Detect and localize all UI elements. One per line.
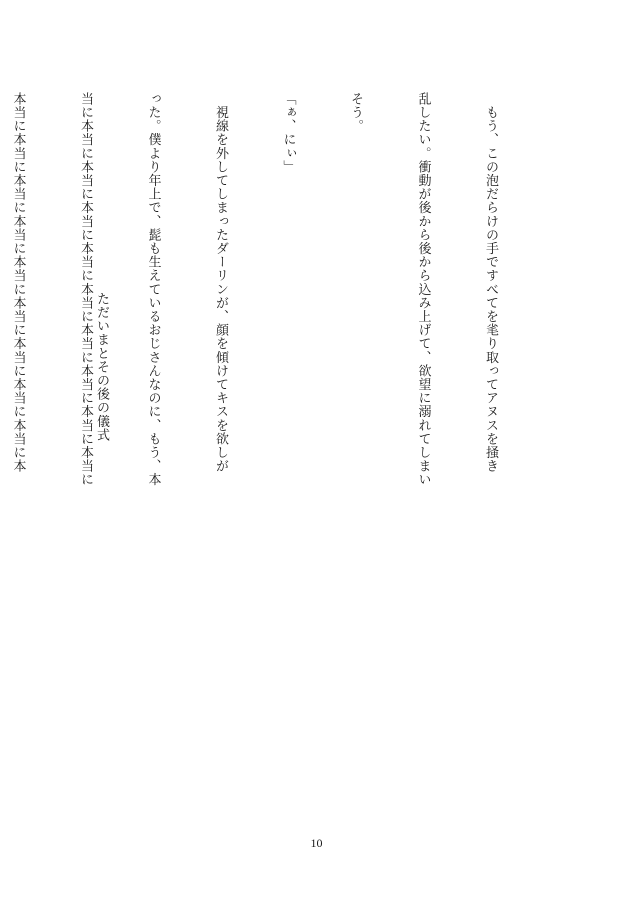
body-line: 本当に本当に本当に本当に本当に本当に本当に本当に本当に本: [10, 92, 26, 473]
body-line: 当に本当に本当に本当に本当に本当に本当に本当に本当に本当に: [78, 92, 93, 487]
body-line: った。僕より年上で、髭も生えているおじさんなのに、もう、本: [145, 92, 161, 487]
body-line: もう、この泡だらけの手ですべてを毟り取ってアヌスを掻き: [483, 92, 498, 473]
story-title-signature: ただいまとその後の儀式: [94, 292, 109, 442]
body-text: [10, 92, 546, 487]
body-line: 視線を外してしまったダーリンが、顔を傾けてキスを欲しが: [213, 92, 228, 473]
page-number: 10: [310, 836, 323, 850]
body-line: 乱したい。衝動が後から後から込み上げて、欲望に溺れてしまい: [415, 92, 431, 487]
body-line: 「ぁ、にぃ」: [280, 92, 296, 174]
body-line: そう。: [348, 92, 363, 133]
